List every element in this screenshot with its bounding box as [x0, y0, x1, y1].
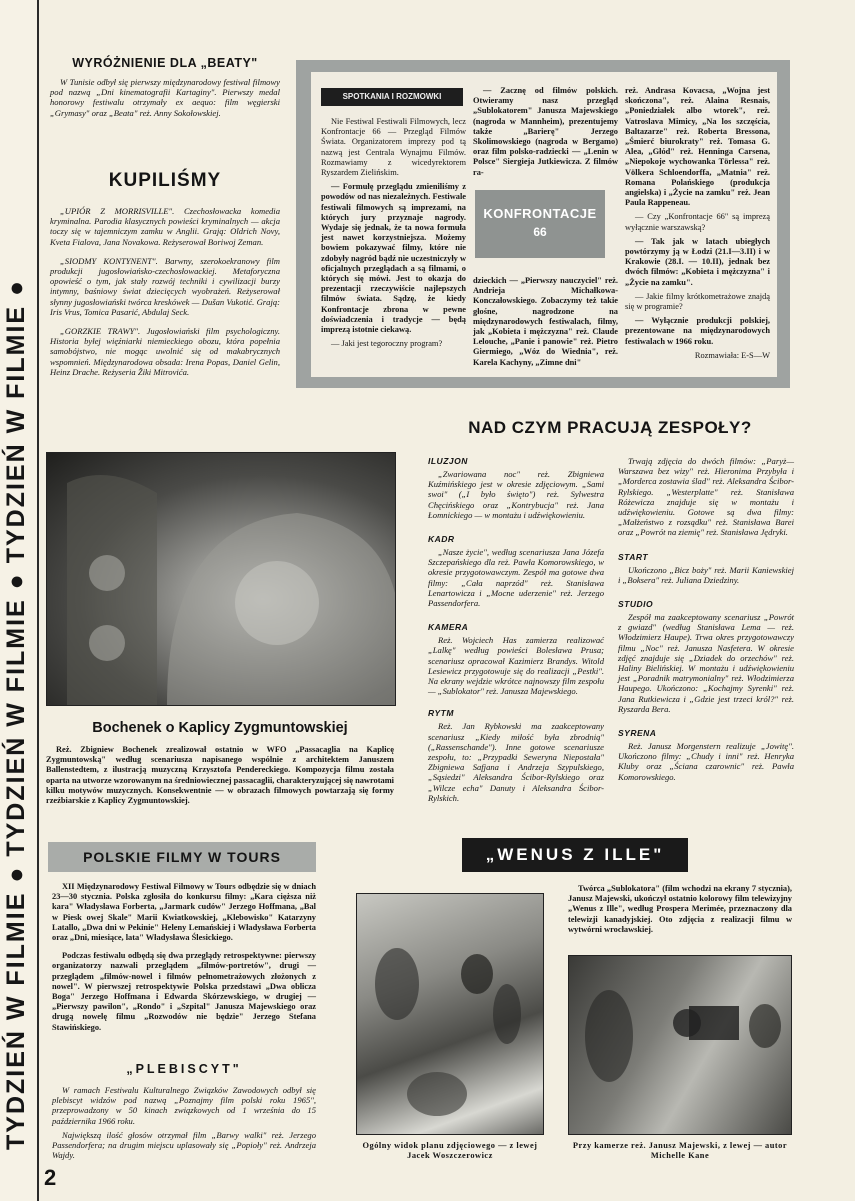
sidebar-strip: [0, 0, 38, 1201]
kupilismy-article: [50, 170, 280, 381]
wenus-article: [568, 884, 792, 939]
camera-photo-right: [568, 955, 792, 1135]
bochenek-title: Bochenek o Kaplicy Zygmuntowskiej: [92, 720, 348, 736]
tours-article: [52, 882, 316, 1037]
caption-right: [570, 1141, 790, 1161]
plebiscyt-text: Największą ilość głosów otrzymał film „Barwy walki" reż. Jerzego Passendorfera; na drugim miejscu uplasowały się „Popioły" reż. Andrzeja Wajdy.: [52, 1129, 316, 1161]
konfrontacje-number: 66: [533, 225, 547, 239]
section-text: „Zwariowana noc" reż. Zbigniewa Kuźmińskiego jest w okresie zdjęciowym. „Sami swoi" („I było święto") reż. Sylwestra Chęcińskiego oraz „Kontrybucja" reż. Jana Łomnickiego — w montażu i udźwiękowieniu.: [428, 469, 604, 520]
interview-col-2b: [473, 276, 618, 368]
chapel-photo: [46, 452, 396, 706]
caption-text: Ogólny widok planu zdjęciowego — z lewej Jacek Woszczerowicz: [362, 1141, 538, 1161]
section-text: Reż. Janusz Morgenstern realizuje „Jowitę". Ukończono filmy: „Chudy i inni" reż. Henryka Kluby oraz „Ściana czarownic" reż. Pawła Komorowskiego.: [618, 741, 794, 782]
interview-question: — Czy „Konfrontacje 66" są imprezą wyłącznie warszawską?: [625, 212, 770, 232]
interview-col-2a: [473, 86, 618, 182]
page-number: 2: [44, 1165, 57, 1190]
camera-scene-graphic: [569, 956, 791, 1134]
section-text: Reż. Wojciech Has zamierza realizować „Lalkę" według powieści Bolesława Prusa; scenariusz opracował Kazimierz Brandys. Witold Lesiewicz przygotowuje się do realizacji „Pestki". Na ekrany wejdzie wkrótce najnowszy film zespołu — „Sublokator" reż. Janusza Majewskiego.: [428, 635, 604, 697]
bochenek-text: Reż. Zbigniew Bochenek zrealizował ostatnio w WFO „Passacaglia na Kaplicę Zygmuntowską" według scenariusza napisanego wspólnie z architektem Januszem Ballenstedtem, z ilustracją muzyczną Krzysztofa Pendereckiego. Kompozycja filmu została oparta na utworze wzorowanym na średniowiecznej passacaglii, charakteryzującej się nawrotami kilku motywów muzycznych. Konsekwentnie — w obrazach filmowych powtarzają się formy rzeźbiarskie z Kaplicy Zygmuntowskiej.: [46, 745, 394, 806]
zespoly-right-column: [618, 456, 794, 786]
tours-text: Podczas festiwalu odbędą się dwa przeglądy retrospektywne: pierwszy organizatorzy nazwali przeglądem „filmów-portretów", drugi — przeglądem „filmów-nowel i filmów pełnometrażowych złożonych z nowel". W pierwszej retrospektywie Polska przedstawi „Dwa oblicza Boga" Jerzego Hoffmana i Edwarda Skórzewskiego, w drugiej — „Pierwszy pawilon", „Rondo" i „Szpital" Janusza Majewskiego oraz drugą nowelę filmu „Rozwodów nie będzie" Jerzego Stefana Stawińskiego.: [52, 951, 316, 1032]
kupilismy-title: KUPILIŚMY: [108, 170, 222, 191]
beaty-article: [50, 56, 280, 122]
plebiscyt-text: W ramach Festiwalu Kulturalnego Związków Zawodowych odbył się plebiscyt widzów pod nazwą „Poznajmy film polski roku 1965", przeprowadzony w 50 kinach związkowych od 1 września do 15 października 1966 roku.: [52, 1085, 316, 1126]
interview-answer: — Wyłącznie produkcji polskiej, prezentowane na międzynarodowych festiwalach w 1966 roku.: [625, 316, 770, 346]
interview-answer: — Formułę przeglądu zmieniliśmy z powodów od nas niezależnych. Festiwale festiwali filmowych są imprezami, na których jury przyznaje nagrody. Wydaje się jednak, że ta nowa formuła jest nawet korzystniejsza. Możemy bowiem pokazywać filmy, które nie zdobyły nagród bądź nie uczestniczyły w oficjalnych przeglądach a są filmami, o których się mówi. Jest to okazja do prezentacji rzeczywiście najlepszych filmów świata. Sądzę, że kiedy Konfrontacje zbrona w pewne doświadczenia i tradycje — będą imprezą istotnie ciekawą.: [321, 182, 466, 335]
chapel-ornament-graphic: [47, 453, 395, 705]
konfrontacje-box: [475, 190, 605, 258]
section-label: START: [618, 551, 649, 562]
beaty-title: WYRÓŻNIENIE DLA „BEATY": [72, 56, 258, 70]
sidebar-label: TYDZIEŃ W FILMIE ● TYDZIEŃ W FILMIE ● TYDZIEŃ W FILMIE ●: [2, 278, 30, 1150]
section-label: KADR: [428, 534, 455, 545]
interview-tag: SPOTKANIA I ROZMOWKI: [321, 88, 463, 106]
beaty-text: W Tunisie odbył się pierwszy międzynarodowy festiwal filmowy pod nazwą „Dni kinematografii Kartaginy". Pierwszy medal honorowy festiwalu otrzymały ex aequo: film węgierski „Grymasy" oraz „Beata" reż. Anny Sokołowskiej.: [50, 77, 280, 118]
section-text: Reż. Jan Rybkowski ma zaakceptowany scenariusz „Kiedy miłość była zbrodnią" („Rassenschande"). Inne gotowe scenariusze zespołu, to: „Przypadki Seweryna Niepostała" Zbigniewa Safjana i Andrzeja Szypulskiego, „Sąsiedzi" Aleksandra Ścibor-Rylskiego oraz „Wilcze echa" Danuty i Aleksandra Ścibor-Rylskich.: [428, 721, 604, 803]
zespoly-left-column: [428, 456, 604, 807]
zespoly-title: NAD CZYM PRACUJĄ ZESPOŁY?: [468, 418, 752, 437]
section-label: KAMERA: [428, 622, 469, 633]
kupilismy-item: „UPIÓR Z MORRISVILLE". Czechosłowacka komedia kryminalna. Parodia klasycznych powieści kryminalnych — akcja toczy się w tajemniczym zamku w Anglii. Grają: Oldrich Novy, Kveta Fialova, Jana Novakowa. Reżyserował Boriwoj Zeman.: [50, 206, 280, 247]
bochenek-article: [46, 720, 394, 810]
section-text: „Nasze życie", według scenariusza Jana Józefa Szczepańskiego dla reż. Pawła Komorowskiego, w okresie przygotowawczym. Zespół ma gotowe dwa filmy: „Cała naprzód" reż. Stanisława Lenartowicza i „Mocne uderzenie" reż. Jerzego Passendorfera.: [428, 547, 604, 609]
plebiscyt-article: [52, 1062, 316, 1164]
section-label: RYTM: [428, 708, 454, 719]
wenus-text: Twórca „Sublokatora" (film wchodzi na ekrany 7 stycznia), Janusz Majewski, ukończył ostatnio kolorowy film telewizyjny „Wenus z Ille", według Prospera Merimée, przeznaczony dla telewizji kanadyjskiej. Oto zdjęcia z realizacji filmu w wytwórni wrocławskiej.: [568, 884, 792, 934]
wenus-title: „WENUS Z ILLE": [462, 838, 688, 872]
section-text: Trwają zdjęcia do dwóch filmów: „Paryż—Warszawa bez wizy" reż. Hieronima Przybyła i „Morderca zostawia ślad" reż. Aleksandra Ścibor-Rylskiego. „Westerplatte" reż. Stanisława Różewicza znajduje się w montażu i udźwiękowieniu. Gotowe są dwa filmy: „Małżeństwo z rozsądku" reż. Stanisława Barei oraz „Powrót na ziemię" reż. Stanisława Jędryki.: [618, 456, 794, 538]
interview-intro: Nie Festiwal Festiwali Filmowych, lecz Konfrontacje 66 — Przegląd Filmów Świata. Organizatorem imprezy pod tą nazwą jest Centrala Wynajmu Filmów. Rozmawiamy z wicedyrektorem Ryszardem Zielińskim.: [321, 117, 466, 178]
tours-title: POLSKIE FILMY W TOURS: [48, 842, 316, 872]
plebiscyt-title: „PLEBISCYT": [126, 1062, 242, 1076]
section-text: Ukończono „Bicz boży" reż. Marii Kaniewskiej i „Boksera" reż. Juliana Dziedziny.: [618, 564, 794, 585]
interview-col-1: [321, 117, 466, 353]
film-set-photo-left: [356, 893, 544, 1135]
caption-text: Przy kamerze reż. Janusz Majewski, z lewej — autor Michelle Kane: [572, 1141, 788, 1161]
interview-answer: — Zacznę od filmów polskich. Otwieramy nasz przegląd „Sublokatorem" Janusza Majewskiego (nagroda w Mannheim), prezentujemy także „Barierę" Jerzego Skolimowskiego (nagroda w Bergamo) oraz film polsko-radziecki — „Lenin w Polsce" Siergieja Jutkiewicza. Z filmów ra-: [473, 86, 618, 177]
interview-answer: dzieckich — „Pierwszy nauczyciel" reż. Andrieja Michałkowa-Konczałowskiego. Zobaczymy też takie głośne, nagrodzone na międzynarodowych festiwalach, filmy, jak „Kobieta i mężczyzna" reż. Claude Lelouche, „Panie i panowie" reż. Pietro Giermiego, „Wóz do Wiednia", reż. Karela Kachyny, „Zimne dni": [473, 276, 618, 367]
section-label: ILUZJON: [428, 456, 468, 466]
interview-question: — Jakie filmy krótkometrażowe znajdą się w programie?: [625, 291, 770, 312]
konfrontacje-title: KONFRONTACJE: [483, 206, 597, 221]
tours-text: XII Międzynarodowy Festiwal Filmowy w Tours odbędzie się w dniach 23—30 stycznia. Polska zgłosiła do konkursu filmy: „Kara cięższa niż kara" Władysława Forberta, „Jarmark cudów" Jerzego Hoffmana, „Bal w Piesk owej Skale" Marii Kwiatkowskiej, „Klebowisko" Katarzyny Latallo, „Dwa dni w Pekinie" Heleny Lemańskiej i Władysława Forberta oraz „Dni, miesiące, lata" Władysława Ślesickiego.: [52, 882, 316, 943]
section-text: Zespół ma zaakceptowany scenariusz „Powrót z gwiazd" (według Stanisława Lema — reż. Włodzimierz Haupe). Trwa okres przygotowawczy filmu „Noc" reż. Janusza Nasfetera. W okresie zdjęć znajduje się „Dziadek do orzechów" reż. Haliny Bielińskiej. W montażu i udźwiękowieniu jest „Poradnik matrymonialny" reż. Włodzimierza Haupego. Ukończono: „Kochajmy Syrenki" reż. Jana Rutkiewicza i „Gdzie jest trzeci król?" reż. Ryszarda Bera.: [618, 612, 794, 714]
interview-col-3: [625, 86, 770, 361]
kupilismy-item: „GORZKIE TRAWY". Jugosłowiański film psychologiczny. Historia byłej więźniarki niemieckiego obozu, która popełnia samobójstwo, nie mogąc uwolnić się od makabrycznych wspomnień. Międzynarodowa obsada: Irena Popas, Daniel Gelin, Heinz Drache. Reżyseria Žiki Mitrovića.: [50, 326, 280, 377]
sidebar-divider: [37, 0, 39, 1201]
interview-question: — Jaki jest tegoroczny program?: [331, 339, 443, 349]
section-label: STUDIO: [618, 599, 654, 610]
kupilismy-item: „SIODMY KONTYNENT". Barwny, szerokoekranowy film produkcji jugosłowiańsko-czechosłowackiej. Metaforyczna opowieść o tym, jak stały rozwój techniki i cywilizacji burzy intymny, baśniowy świat dziecięcych wyobrażeń. Reżyserował słynny jugosłowiański twórca kreskówek — Dušan Vukotić. Grają: Iris Vrus, Tomica Pasarić, Abdulaj Seck.: [50, 255, 280, 317]
interview-signature: Rozmawiała: E-S—W: [694, 350, 770, 360]
interview-answer: reż. Andrasa Kovacsa, „Wojna jest skończona", reż. Alaina Resnais, „Poniedziałek albo wtorek", reż. Vatroslava Mimicy, „Na los szczęścia, Baltazarze" reż. Roberta Bressona, „Śmierć biurokraty" reż. Tomasa G. Alea, „Głód" reż. Henninga Carsena, „Niepokoje wychowanka Törlessa" reż. Völkera Schloendorffa, „Matnia" reż. Romana Polańskiego (produkcja angielska) i „Życie na zamku" reż. Jean Paula Rappeneau.: [625, 86, 770, 208]
film-set-figures-graphic: [357, 894, 543, 1134]
interview-answer: — Tak jak w latach ubiegłych powtórzymy ją w Łodzi (21.I—3.II) i w Krakowie (28.I. — 10.II), jednak bez dwóch filmów: „Kobieta i mężczyzna" i „Życie na zamku".: [625, 236, 770, 287]
section-label: SYRENA: [618, 728, 657, 739]
caption-left: [358, 1141, 542, 1161]
